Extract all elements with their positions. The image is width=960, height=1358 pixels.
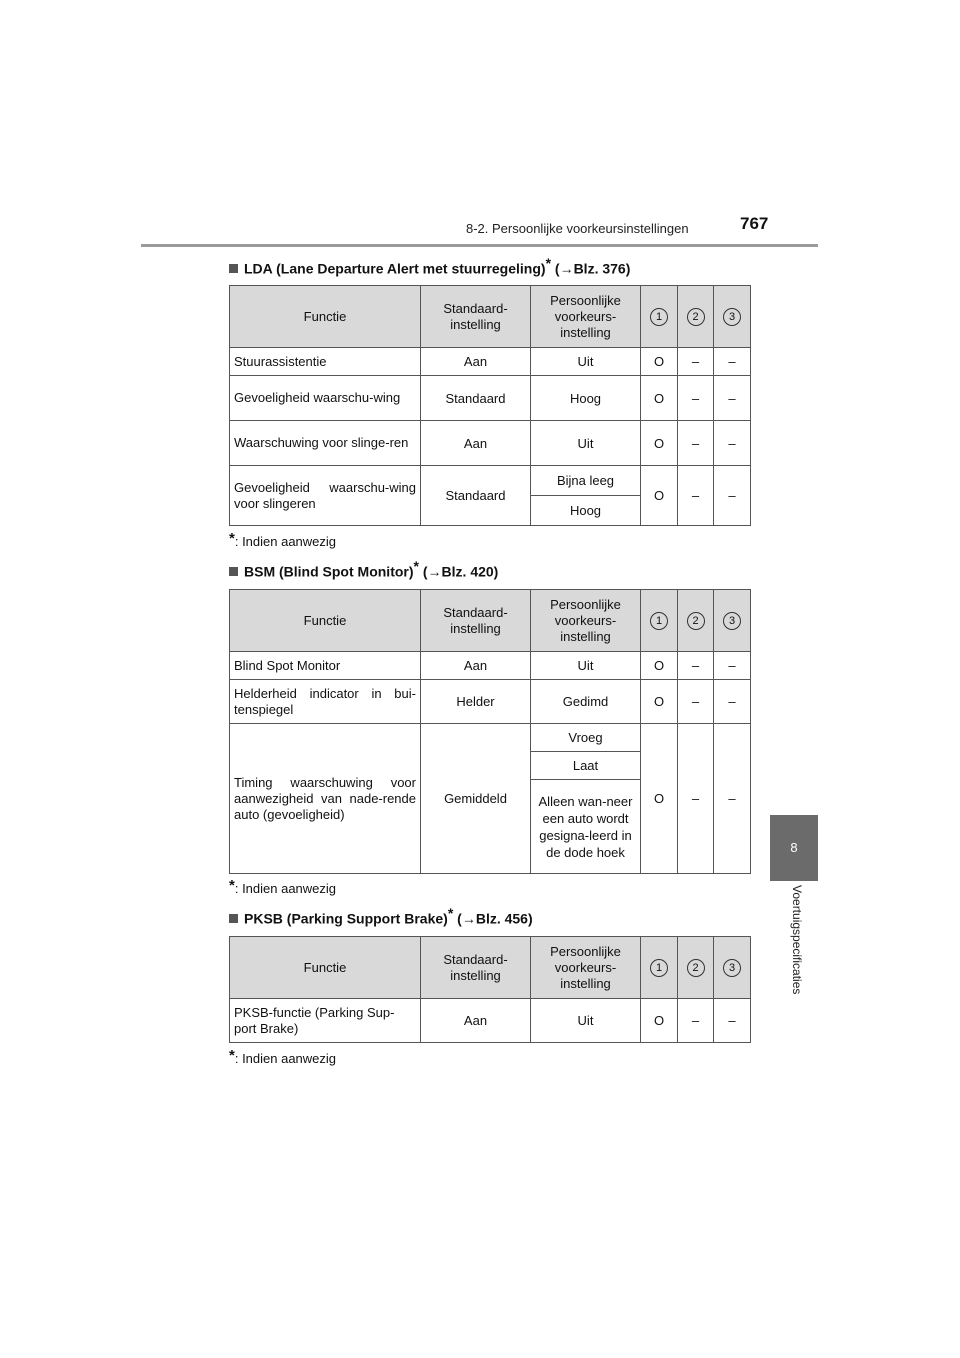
cell-default: Helder xyxy=(421,680,531,724)
table-row xyxy=(230,376,751,421)
col-header-3 xyxy=(714,286,751,348)
cell-function: Helderheid indicator in bui-tenspiegel xyxy=(230,680,421,724)
cell-1: O xyxy=(641,348,678,376)
cell-2: – xyxy=(678,421,714,466)
col-header-default: Standaard-instelling xyxy=(421,286,531,348)
col-header-2 xyxy=(678,937,714,999)
col-header-function: Functie xyxy=(230,590,421,652)
bullet-square-icon xyxy=(229,914,238,923)
cell-default: Aan xyxy=(421,421,531,466)
col-header-personal: Persoonlijke voorkeurs-instelling xyxy=(531,590,641,652)
table-header-row xyxy=(230,590,751,652)
heading-text: LDA (Lane Departure Alert met stuurregeling) xyxy=(244,260,546,277)
col-header-personal: Persoonlijke voorkeurs-instelling xyxy=(531,937,641,999)
chapter-title: 8-2. Persoonlijke voorkeursinstellingen xyxy=(466,221,689,236)
cell-1: O xyxy=(641,421,678,466)
number-3-icon: 3 xyxy=(723,959,741,977)
bsm-settings-table xyxy=(229,589,751,874)
table-header-row xyxy=(230,286,751,348)
cell-personal: Uit xyxy=(531,999,641,1043)
col-header-default: Standaard-instelling xyxy=(421,937,531,999)
asterisk-marker: * xyxy=(447,905,454,921)
cell-personal: Hoog xyxy=(531,496,641,526)
footnote-text: : Indien aanwezig xyxy=(234,534,337,549)
footnote-text: : Indien aanwezig xyxy=(234,1051,337,1066)
table-row xyxy=(230,348,751,376)
page-number: 767 xyxy=(740,214,769,233)
table-row xyxy=(230,421,751,466)
table-row xyxy=(230,724,751,752)
cell-personal: Laat xyxy=(531,752,641,780)
page-reference: (→Blz. 456) xyxy=(453,910,533,927)
cell-personal: Uit xyxy=(531,348,641,376)
number-2-icon: 2 xyxy=(687,308,705,326)
cell-1: O xyxy=(641,999,678,1043)
lda-settings-table xyxy=(229,285,751,526)
footnote-text: : Indien aanwezig xyxy=(234,881,337,896)
cell-personal: Gedimd xyxy=(531,680,641,724)
asterisk-marker: * xyxy=(229,530,235,547)
col-header-function: Functie xyxy=(230,937,421,999)
cell-3: – xyxy=(714,999,751,1043)
col-header-3 xyxy=(714,590,751,652)
cell-2: – xyxy=(678,680,714,724)
cell-3: – xyxy=(714,421,751,466)
cell-1: O xyxy=(641,680,678,724)
col-header-personal: Persoonlijke voorkeurs-instelling xyxy=(531,286,641,348)
table-row xyxy=(230,680,751,724)
cell-personal: Alleen wan-neer een auto wordt gesigna-leerd in de dode hoek xyxy=(531,780,641,874)
cell-3: – xyxy=(714,466,751,526)
cell-function: PKSB-functie (Parking Sup-port Brake) xyxy=(230,999,421,1043)
cell-3: – xyxy=(714,680,751,724)
col-header-3 xyxy=(714,937,751,999)
cell-3: – xyxy=(714,724,751,874)
cell-default: Standaard xyxy=(421,376,531,421)
chapter-side-label: Voertuigspecificaties xyxy=(790,885,804,995)
page-reference: (→Blz. 420) xyxy=(418,563,499,580)
cell-function: Timing waarschuwing voor aanwezigheid van nade-rende auto (gevoeligheid) xyxy=(230,724,421,874)
cell-default: Aan xyxy=(421,652,531,680)
cell-personal: Vroeg xyxy=(531,724,641,752)
cell-personal: Hoog xyxy=(531,376,641,421)
asterisk-marker: * xyxy=(229,1047,235,1064)
cell-function: Gevoeligheid waarschu-wing xyxy=(230,376,421,421)
cell-2: – xyxy=(678,652,714,680)
cell-default: Standaard xyxy=(421,466,531,526)
cell-3: – xyxy=(714,652,751,680)
chapter-tab: 8 xyxy=(770,815,818,881)
cell-personal: Bijna leeg xyxy=(531,466,641,496)
heading-text: PKSB (Parking Support Brake) xyxy=(244,910,448,927)
col-header-1 xyxy=(641,590,678,652)
col-header-function: Functie xyxy=(230,286,421,348)
cell-function: Stuurassistentie xyxy=(230,348,421,376)
cell-default: Aan xyxy=(421,999,531,1043)
asterisk-marker: * xyxy=(413,558,419,574)
number-2-icon: 2 xyxy=(687,959,705,977)
cell-function: Blind Spot Monitor xyxy=(230,652,421,680)
section-heading-bsm xyxy=(229,558,498,580)
cell-3: – xyxy=(714,376,751,421)
cell-personal: Uit xyxy=(531,421,641,466)
col-header-default: Standaard-instelling xyxy=(421,590,531,652)
cell-default: Gemiddeld xyxy=(421,724,531,874)
cell-function: Waarschuwing voor slinge-ren xyxy=(230,421,421,466)
cell-2: – xyxy=(678,999,714,1043)
cell-function: Gevoeligheid waarschu-wing voor slingeren xyxy=(230,466,421,526)
pksb-settings-table xyxy=(229,936,751,1043)
asterisk-marker: * xyxy=(545,255,552,271)
col-header-2 xyxy=(678,286,714,348)
cell-default: Aan xyxy=(421,348,531,376)
bullet-square-icon xyxy=(229,264,238,273)
table-header-row xyxy=(230,937,751,999)
section-heading-pksb xyxy=(229,905,533,927)
cell-2: – xyxy=(678,466,714,526)
cell-1: O xyxy=(641,466,678,526)
cell-personal: Uit xyxy=(531,652,641,680)
header-divider xyxy=(141,244,818,247)
col-header-2 xyxy=(678,590,714,652)
number-2-icon: 2 xyxy=(687,612,705,630)
asterisk-marker: * xyxy=(229,877,235,894)
number-1-icon: 1 xyxy=(650,612,668,630)
number-3-icon: 3 xyxy=(723,308,741,326)
cell-2: – xyxy=(678,376,714,421)
cell-2: – xyxy=(678,348,714,376)
cell-1: O xyxy=(641,376,678,421)
heading-text: BSM (Blind Spot Monitor) xyxy=(244,563,414,580)
table-row xyxy=(230,466,751,496)
footnote-lda xyxy=(229,530,336,549)
table-row xyxy=(230,999,751,1043)
cell-1: O xyxy=(641,724,678,874)
number-3-icon: 3 xyxy=(723,612,741,630)
col-header-1 xyxy=(641,286,678,348)
cell-1: O xyxy=(641,652,678,680)
cell-2: – xyxy=(678,724,714,874)
section-heading-lda xyxy=(229,255,630,277)
table-row xyxy=(230,652,751,680)
col-header-1 xyxy=(641,937,678,999)
number-1-icon: 1 xyxy=(650,959,668,977)
footnote-bsm xyxy=(229,877,336,896)
number-1-icon: 1 xyxy=(650,308,668,326)
bullet-square-icon xyxy=(229,567,238,576)
footnote-pksb xyxy=(229,1047,336,1066)
cell-3: – xyxy=(714,348,751,376)
page-reference: (→Blz. 376) xyxy=(551,260,631,277)
